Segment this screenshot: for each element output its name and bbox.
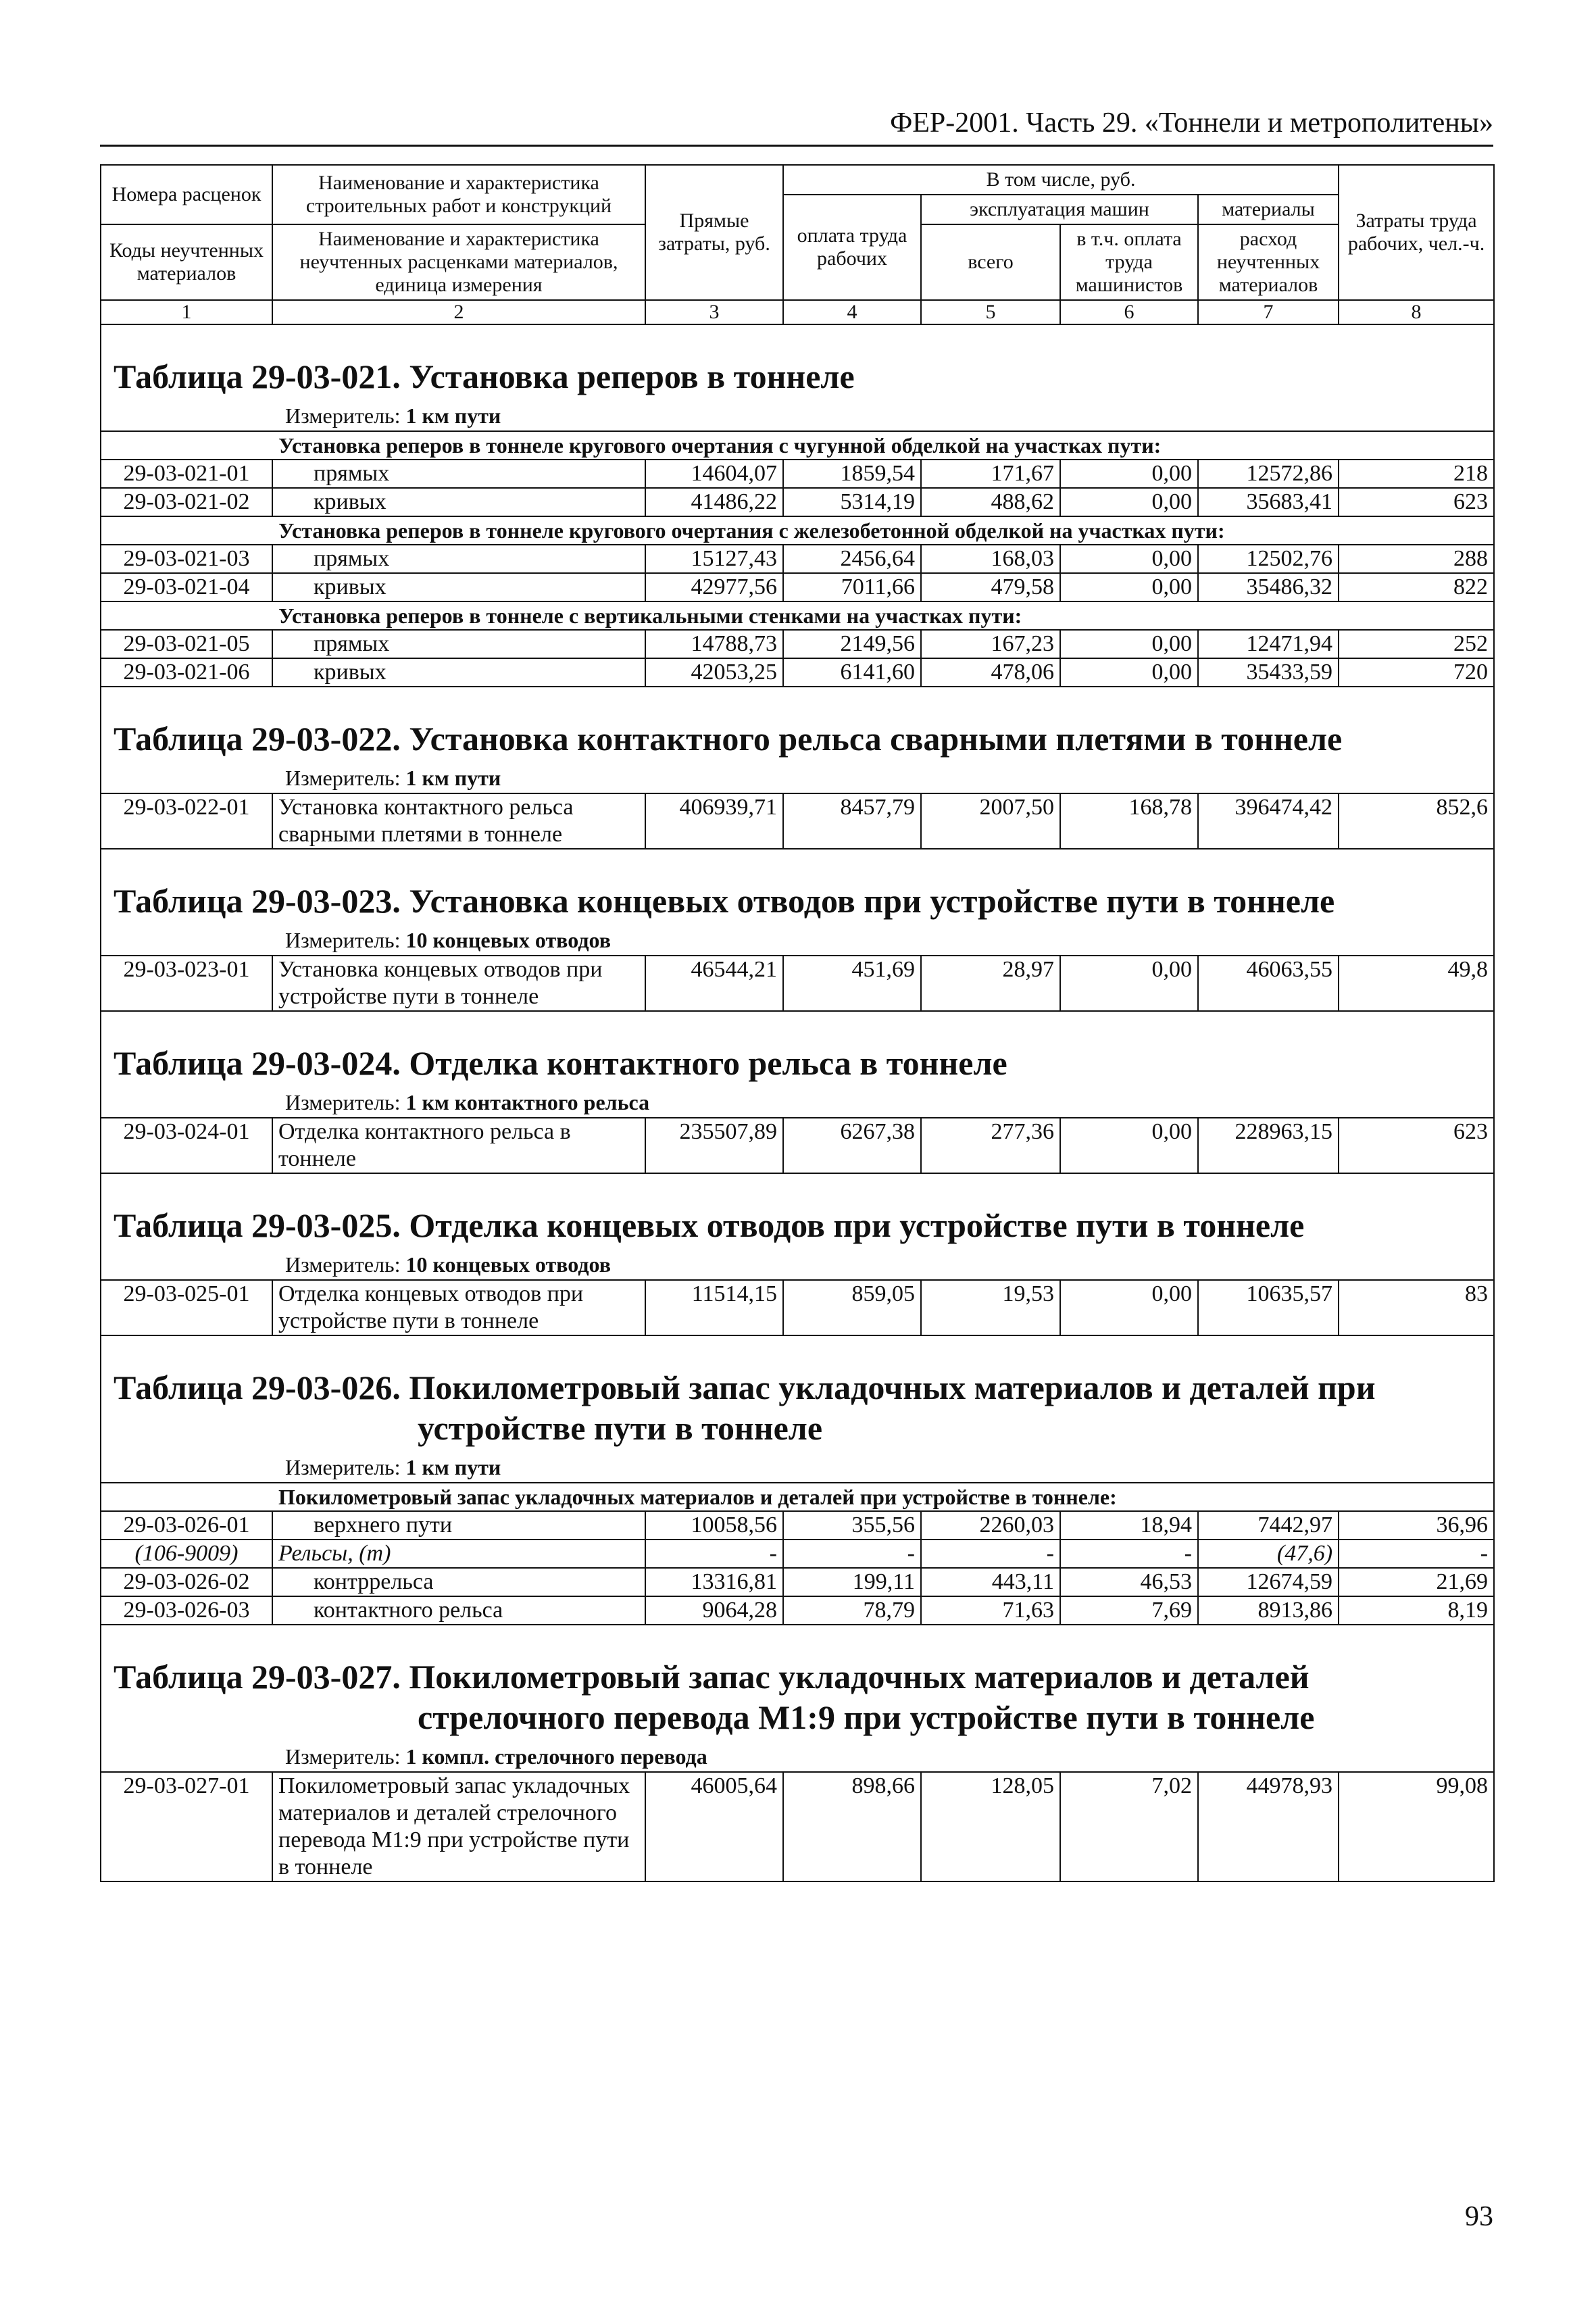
table-cell: 7011,66 bbox=[783, 573, 921, 601]
table-row bbox=[101, 1568, 1494, 1596]
table-cell: кривых bbox=[272, 488, 645, 516]
table-cell: 29-03-021-01 bbox=[101, 460, 272, 488]
t027-title-row bbox=[101, 1625, 1494, 1772]
table-cell: Отделка концевых отводов при устройстве пути в тоннеле bbox=[272, 1280, 645, 1335]
table-cell: 15127,43 bbox=[645, 545, 783, 573]
col-num-6: 6 bbox=[1060, 300, 1198, 324]
table-cell: Установка контактного рельса сварными плетями в тоннеле bbox=[272, 793, 645, 849]
table-cell: кривых bbox=[272, 573, 645, 601]
table-cell: 7442,97 bbox=[1198, 1511, 1339, 1540]
t026-subheading bbox=[101, 1483, 1494, 1511]
table-cell: кривых bbox=[272, 658, 645, 687]
table-cell: верхнего пути bbox=[272, 1511, 645, 1540]
table-cell: 6267,38 bbox=[783, 1118, 921, 1173]
table-cell: 49,8 bbox=[1339, 956, 1494, 1011]
t021-title: Таблица 29-03-021. Установка реперов в тоннеле bbox=[114, 358, 855, 395]
t025-measure: Измеритель: 10 концевых отводов bbox=[285, 1252, 611, 1277]
table-cell: 8457,79 bbox=[783, 793, 921, 849]
table-cell: 29-03-022-01 bbox=[101, 793, 272, 849]
t026-measure: Измеритель: 1 км пути bbox=[285, 1455, 501, 1479]
table-row bbox=[101, 1280, 1494, 1335]
header-work-name: Наименование и характеристика строительных работ и конструкций bbox=[272, 165, 645, 224]
table-cell: 19,53 bbox=[921, 1280, 1060, 1335]
t026-title-row bbox=[101, 1335, 1494, 1483]
table-cell: 623 bbox=[1339, 488, 1494, 516]
table-cell: 396474,42 bbox=[1198, 793, 1339, 849]
column-numbers-row bbox=[101, 300, 1494, 324]
table-cell: 488,62 bbox=[921, 488, 1060, 516]
table-cell: 11514,15 bbox=[645, 1280, 783, 1335]
table-cell: 0,00 bbox=[1060, 630, 1198, 658]
t021-title-row bbox=[101, 324, 1494, 431]
table-cell: 8,19 bbox=[1339, 1596, 1494, 1625]
table-cell: 478,06 bbox=[921, 658, 1060, 687]
table-cell: - bbox=[783, 1540, 921, 1568]
t023-measure: Измеритель: 10 концевых отводов bbox=[285, 928, 611, 952]
table-cell: 451,69 bbox=[783, 956, 921, 1011]
table-cell: - bbox=[1339, 1540, 1494, 1568]
col-num-1: 1 bbox=[101, 300, 272, 324]
table-cell: - bbox=[1060, 1540, 1198, 1568]
header-material-names: Наименование и характеристика неучтенных расценками материалов, единица измерения bbox=[272, 224, 645, 300]
table-cell: 0,00 bbox=[1060, 460, 1198, 488]
table-row bbox=[101, 1540, 1494, 1568]
table-row bbox=[101, 573, 1494, 601]
table-cell: 71,63 bbox=[921, 1596, 1060, 1625]
header-materials: материалы bbox=[1198, 195, 1339, 224]
table-cell: 29-03-026-01 bbox=[101, 1511, 272, 1540]
table-row bbox=[101, 1118, 1494, 1173]
table-cell: 6141,60 bbox=[783, 658, 921, 687]
table-row bbox=[101, 1596, 1494, 1625]
table-row bbox=[101, 956, 1494, 1011]
table-cell: 46,53 bbox=[1060, 1568, 1198, 1596]
table-cell: 46005,64 bbox=[645, 1772, 783, 1881]
table-cell: 479,58 bbox=[921, 573, 1060, 601]
t022-title-row bbox=[101, 687, 1494, 793]
table-cell: 355,56 bbox=[783, 1511, 921, 1540]
table-cell: 21,69 bbox=[1339, 1568, 1494, 1596]
table-cell: 29-03-021-05 bbox=[101, 630, 272, 658]
header-worker-pay: оплата труда рабочих bbox=[783, 195, 921, 300]
table-cell: Установка реперов в тоннеле с вертикальными стенками на участках пути: bbox=[101, 601, 1494, 630]
header-rate-numbers: Номера расценок bbox=[101, 165, 272, 224]
table-cell: прямых bbox=[272, 460, 645, 488]
table-cell: 288 bbox=[1339, 545, 1494, 573]
table-row bbox=[101, 658, 1494, 687]
table-cell: 852,6 bbox=[1339, 793, 1494, 849]
table-cell: 0,00 bbox=[1060, 573, 1198, 601]
table-cell: контактного рельса bbox=[272, 1596, 645, 1625]
table-cell: 42053,25 bbox=[645, 658, 783, 687]
table-cell: 822 bbox=[1339, 573, 1494, 601]
table-cell: 83 bbox=[1339, 1280, 1494, 1335]
table-cell: 29-03-021-03 bbox=[101, 545, 272, 573]
t021-measure: Измеритель: 1 км пути bbox=[285, 403, 501, 428]
table-cell: 720 bbox=[1339, 658, 1494, 687]
table-cell: 12674,59 bbox=[1198, 1568, 1339, 1596]
table-cell: Рельсы, (т) bbox=[272, 1540, 645, 1568]
table-cell: 168,78 bbox=[1060, 793, 1198, 849]
table-cell: 8913,86 bbox=[1198, 1596, 1339, 1625]
table-cell: 29-03-021-04 bbox=[101, 573, 272, 601]
table-cell: контррельса bbox=[272, 1568, 645, 1596]
header-row-1 bbox=[101, 165, 1494, 195]
table-cell: 12471,94 bbox=[1198, 630, 1339, 658]
table-cell: 168,03 bbox=[921, 545, 1060, 573]
table-cell: 406939,71 bbox=[645, 793, 783, 849]
table-cell: 5314,19 bbox=[783, 488, 921, 516]
table-row bbox=[101, 460, 1494, 488]
table-cell: 167,23 bbox=[921, 630, 1060, 658]
t025-title: Таблица 29-03-025. Отделка концевых отводов при устройстве пути в тоннеле bbox=[114, 1206, 1305, 1244]
table-cell: 18,94 bbox=[1060, 1511, 1198, 1540]
table-cell: 29-03-021-02 bbox=[101, 488, 272, 516]
table-cell: (106-9009) bbox=[101, 1540, 272, 1568]
table-cell: 13316,81 bbox=[645, 1568, 783, 1596]
table-cell: 42977,56 bbox=[645, 573, 783, 601]
header-direct-costs: Прямые затраты, руб. bbox=[645, 165, 783, 300]
table-cell: 28,97 bbox=[921, 956, 1060, 1011]
table-cell: 29-03-027-01 bbox=[101, 1772, 272, 1881]
table-row bbox=[101, 1772, 1494, 1881]
table-cell: Покилометровый запас укладочных материалов и деталей стрелочного перевода М1:9 при устройстве пути в тоннеле bbox=[272, 1772, 645, 1881]
table-cell: 46063,55 bbox=[1198, 956, 1339, 1011]
table-cell: 2456,64 bbox=[783, 545, 921, 573]
header-labor-costs: Затраты труда рабочих, чел.-ч. bbox=[1339, 165, 1494, 300]
table-cell: 99,08 bbox=[1339, 1772, 1494, 1881]
table-cell: 235507,89 bbox=[645, 1118, 783, 1173]
table-cell: 7,02 bbox=[1060, 1772, 1198, 1881]
col-num-2: 2 bbox=[272, 300, 645, 324]
table-cell: 29-03-026-02 bbox=[101, 1568, 272, 1596]
table-cell: 859,05 bbox=[783, 1280, 921, 1335]
table-cell: 29-03-024-01 bbox=[101, 1118, 272, 1173]
table-cell: 0,00 bbox=[1060, 545, 1198, 573]
table-cell: 2007,50 bbox=[921, 793, 1060, 849]
t027-measure: Измеритель: 1 компл. стрелочного перевода bbox=[285, 1744, 707, 1769]
table-cell: 46544,21 bbox=[645, 956, 783, 1011]
table-cell: 35486,32 bbox=[1198, 573, 1339, 601]
table-cell: 218 bbox=[1339, 460, 1494, 488]
table-row bbox=[101, 545, 1494, 573]
main-table bbox=[100, 164, 1495, 1882]
table-row bbox=[101, 1511, 1494, 1540]
table-cell: 277,36 bbox=[921, 1118, 1060, 1173]
table-cell: - bbox=[645, 1540, 783, 1568]
table-row bbox=[101, 630, 1494, 658]
header-machines: эксплуатация машин bbox=[921, 195, 1198, 224]
table-cell: 199,11 bbox=[783, 1568, 921, 1596]
table-cell: Отделка контактного рельса в тоннеле bbox=[272, 1118, 645, 1173]
table-cell: 29-03-023-01 bbox=[101, 956, 272, 1011]
table-cell: 0,00 bbox=[1060, 1118, 1198, 1173]
col-num-8: 8 bbox=[1339, 300, 1494, 324]
t023-title-row bbox=[101, 849, 1494, 956]
col-num-5: 5 bbox=[921, 300, 1060, 324]
t024-measure: Измеритель: 1 км контактного рельса bbox=[285, 1090, 650, 1114]
table-cell: (47,6) bbox=[1198, 1540, 1339, 1568]
table-cell: 252 bbox=[1339, 630, 1494, 658]
table-cell: 898,66 bbox=[783, 1772, 921, 1881]
table-cell: 228963,15 bbox=[1198, 1118, 1339, 1173]
header-operator-pay: в т.ч. оплата труда машинистов bbox=[1060, 224, 1198, 300]
table-cell: 29-03-025-01 bbox=[101, 1280, 272, 1335]
t027-title: Таблица 29-03-027. Покилометровый запас укладочных материалов и деталей стрелочного перевода М1:9 при устройстве пути в тоннеле bbox=[114, 1658, 1315, 1736]
t023-title: Таблица 29-03-023. Установка концевых отводов при устройстве пути в тоннеле bbox=[114, 882, 1335, 920]
table-cell: 0,00 bbox=[1060, 956, 1198, 1011]
t022-measure: Измеритель: 1 км пути bbox=[285, 766, 501, 790]
t026-title: Таблица 29-03-026. Покилометровый запас укладочных материалов и деталей при устройстве пути в тоннеле bbox=[114, 1369, 1376, 1447]
table-cell: 623 bbox=[1339, 1118, 1494, 1173]
table-cell: 7,69 bbox=[1060, 1596, 1198, 1625]
table-cell: - bbox=[921, 1540, 1060, 1568]
table-cell: Установка реперов в тоннеле кругового очертания с железобетонной обделкой на участках пути: bbox=[101, 516, 1494, 545]
table-cell: 10058,56 bbox=[645, 1511, 783, 1540]
table-cell: 10635,57 bbox=[1198, 1280, 1339, 1335]
table-cell: 128,05 bbox=[921, 1772, 1060, 1881]
table-cell: 44978,93 bbox=[1198, 1772, 1339, 1881]
table-cell: 35683,41 bbox=[1198, 488, 1339, 516]
header-material-codes: Коды неучтенных материалов bbox=[101, 224, 272, 300]
table-cell: 12502,76 bbox=[1198, 545, 1339, 573]
table-cell: 2149,56 bbox=[783, 630, 921, 658]
table-cell: 78,79 bbox=[783, 1596, 921, 1625]
page-number: 93 bbox=[1465, 2201, 1493, 2232]
table-cell: Установка концевых отводов при устройстве пути в тоннеле bbox=[272, 956, 645, 1011]
table-cell: Покилометровый запас укладочных материалов и деталей при устройстве в тоннеле: bbox=[101, 1483, 1494, 1511]
table-cell: 29-03-021-06 bbox=[101, 658, 272, 687]
table-cell: 14604,07 bbox=[645, 460, 783, 488]
t021-subheading-2 bbox=[101, 516, 1494, 545]
table-cell: 1859,54 bbox=[783, 460, 921, 488]
table-cell: 443,11 bbox=[921, 1568, 1060, 1596]
table-cell: 41486,22 bbox=[645, 488, 783, 516]
table-cell: 0,00 bbox=[1060, 658, 1198, 687]
table-cell: 14788,73 bbox=[645, 630, 783, 658]
header-machines-total: всего bbox=[921, 224, 1060, 300]
t021-subheading-1 bbox=[101, 431, 1494, 460]
t022-title: Таблица 29-03-022. Установка контактного рельса сварными плетями в тоннеле bbox=[114, 720, 1343, 758]
table-cell: 0,00 bbox=[1060, 488, 1198, 516]
table-cell: 0,00 bbox=[1060, 1280, 1198, 1335]
table-cell: 12572,86 bbox=[1198, 460, 1339, 488]
price-tables bbox=[100, 164, 1493, 1882]
table-cell: 36,96 bbox=[1339, 1511, 1494, 1540]
table-cell: 35433,59 bbox=[1198, 658, 1339, 687]
running-head: ФЕР-2001. Часть 29. «Тоннели и метрополитены» bbox=[100, 107, 1493, 147]
t021-subheading-3 bbox=[101, 601, 1494, 630]
header-material-consumption: расход неучтенных материалов bbox=[1198, 224, 1339, 300]
col-num-4: 4 bbox=[783, 300, 921, 324]
table-cell: 29-03-026-03 bbox=[101, 1596, 272, 1625]
table-cell: 9064,28 bbox=[645, 1596, 783, 1625]
table-cell: 2260,03 bbox=[921, 1511, 1060, 1540]
table-cell: прямых bbox=[272, 545, 645, 573]
col-num-7: 7 bbox=[1198, 300, 1339, 324]
t024-title-row bbox=[101, 1011, 1494, 1118]
header-including: В том числе, руб. bbox=[783, 165, 1339, 195]
table-row bbox=[101, 793, 1494, 849]
table-row bbox=[101, 488, 1494, 516]
table-cell: 171,67 bbox=[921, 460, 1060, 488]
t024-title: Таблица 29-03-024. Отделка контактного рельса в тоннеле bbox=[114, 1044, 1007, 1082]
table-cell: Установка реперов в тоннеле кругового очертания с чугунной обделкой на участках пути: bbox=[101, 431, 1494, 460]
col-num-3: 3 bbox=[645, 300, 783, 324]
table-cell: прямых bbox=[272, 630, 645, 658]
t025-title-row bbox=[101, 1173, 1494, 1280]
